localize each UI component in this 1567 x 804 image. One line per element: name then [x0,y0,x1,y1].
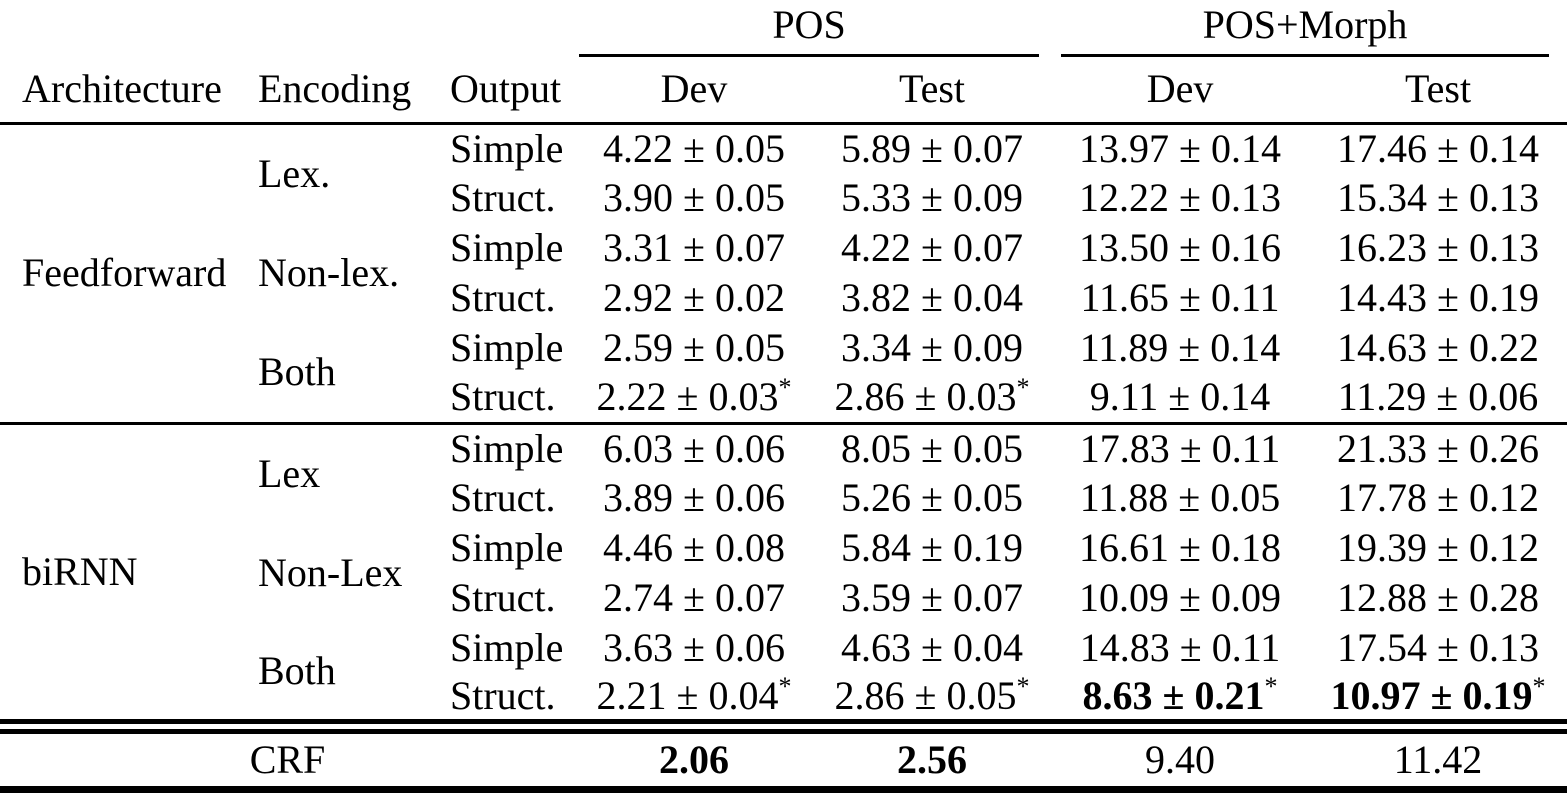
value-cell [1309,523,1567,573]
significance-star: * [778,672,792,701]
value-cell [575,423,813,473]
value-cell [1309,727,1567,790]
value: 17.78 ± 0.12 [1337,475,1539,520]
value: 2.21 ± 0.04 [596,673,779,718]
value: 2.06 [659,737,729,782]
value-cell [813,123,1051,173]
value-cell [813,523,1051,573]
value-cell [1051,223,1309,273]
value: 8.05 ± 0.05 [841,425,1023,471]
value: 19.39 ± 0.12 [1337,525,1539,570]
encoding-cell: Both [258,349,336,395]
value: 5.26 ± 0.05 [841,475,1023,520]
value: 9.11 ± 0.14 [1089,374,1271,420]
feedforward-block [0,123,1567,423]
value: 14.63 ± 0.22 [1337,325,1539,370]
value: 14.43 ± 0.19 [1337,275,1539,320]
significance-star: * [1016,373,1030,403]
output-cell: Struct. [450,575,556,620]
header-spacer [0,0,575,57]
value-cell [813,623,1051,673]
value-cell [1309,123,1567,173]
output-cell: Struct. [450,475,556,520]
group-header-pos [575,0,1051,57]
value: 15.34 ± 0.13 [1337,175,1539,220]
value-cell [813,223,1051,273]
value-cell [1051,473,1309,523]
crf-baseline-block [0,727,1567,790]
value-cell [1309,623,1567,673]
value-cell [1309,673,1567,727]
value: 17.83 ± 0.11 [1079,425,1281,471]
value: 17.46 ± 0.14 [1337,125,1539,171]
column-header-row [0,57,1567,123]
value: 3.63 ± 0.06 [603,625,785,670]
value: 8.63 ± 0.21 [1082,673,1265,718]
output-cell: Simple [450,225,564,270]
output-cell: Simple [450,125,564,171]
significance-star: * [1532,672,1546,701]
value-cell [575,173,813,223]
value: 16.23 ± 0.13 [1337,225,1539,270]
table-row [0,123,1567,173]
value: 2.22 ± 0.03 [596,374,779,420]
value: 3.59 ± 0.07 [841,575,1023,620]
value: 14.83 ± 0.11 [1079,625,1281,670]
value: 2.74 ± 0.07 [603,575,785,620]
birnn-block [0,423,1567,727]
value-cell [575,123,813,173]
value: 12.22 ± 0.13 [1079,175,1281,220]
value-cell [1051,623,1309,673]
group-header-row [0,0,1567,57]
value-cell [813,323,1051,373]
value-cell [1051,673,1309,727]
value-cell [575,273,813,323]
value: 2.86 ± 0.03 [834,374,1017,420]
column-header-morph-test: Test [1309,57,1567,123]
value: 21.33 ± 0.26 [1337,425,1539,471]
value: 2.92 ± 0.02 [603,275,785,320]
encoding-cell: Both [258,648,336,693]
value-cell [575,573,813,623]
value: 3.82 ± 0.04 [841,275,1023,320]
value-cell [813,423,1051,473]
group-header-pos-morph [1051,0,1567,57]
output-cell: Struct. [450,673,556,718]
value-cell [1051,173,1309,223]
value-cell [575,323,813,373]
value: 11.88 ± 0.05 [1079,475,1281,520]
crf-row [0,727,1567,790]
architecture-cell: biRNN [0,423,240,727]
value: 5.89 ± 0.07 [841,125,1023,171]
value-cell [575,223,813,273]
value-cell [813,573,1051,623]
value-cell [1051,423,1309,473]
output-cell: Struct. [450,275,556,320]
value-cell [575,473,813,523]
table-row [0,423,1567,473]
value-cell [1309,223,1567,273]
value-cell [1051,123,1309,173]
value: 13.50 ± 0.16 [1079,225,1281,270]
value: 4.22 ± 0.07 [841,225,1023,270]
encoding-cell: Lex [240,423,440,523]
value-cell [813,273,1051,323]
value-cell [1309,473,1567,523]
value: 11.42 [1393,737,1483,782]
value-cell [813,727,1051,790]
value: 11.65 ± 0.11 [1080,275,1280,320]
column-header-pos-test: Test [813,57,1051,123]
value: 6.03 ± 0.06 [603,425,785,471]
value-cell [1309,373,1567,423]
value: 11.89 ± 0.14 [1079,325,1281,370]
value: 13.97 ± 0.14 [1079,125,1281,171]
value: 3.34 ± 0.09 [841,325,1023,370]
column-header-pos-dev: Dev [575,57,813,123]
significance-star: * [1016,672,1030,701]
group-header-pos-morph-label: POS+Morph [1061,0,1549,57]
value-cell [575,673,813,727]
value: 3.31 ± 0.07 [603,225,785,270]
value-cell [1051,573,1309,623]
significance-star: * [778,373,792,403]
value: 2.59 ± 0.05 [603,325,785,370]
value: 4.46 ± 0.08 [603,525,785,570]
value-cell [1309,323,1567,373]
crf-label-cell: CRF [0,727,575,790]
value: 2.86 ± 0.05 [834,673,1017,718]
output-cell: Simple [450,625,564,670]
value: 3.90 ± 0.05 [603,175,785,220]
value: 11.29 ± 0.06 [1337,374,1539,420]
value: 3.89 ± 0.06 [603,475,785,520]
value-cell [1309,573,1567,623]
value-cell [1051,273,1309,323]
value: 5.84 ± 0.19 [841,525,1023,570]
architecture-cell: Feedforward [22,250,227,295]
significance-star: * [1264,672,1278,701]
value-cell [575,373,813,423]
encoding-cell: Non-lex. [258,250,400,295]
value: 2.56 [897,737,967,782]
encoding-cell: Lex. [258,150,331,196]
value: 4.22 ± 0.05 [603,125,785,171]
output-cell: Struct. [450,175,556,220]
value-cell [1309,173,1567,223]
output-cell: Simple [450,325,564,370]
value-cell [813,373,1051,423]
group-header-pos-label: POS [579,0,1039,57]
output-cell: Simple [440,423,575,473]
value-cell [1051,727,1309,790]
value-cell [1051,323,1309,373]
value: 4.63 ± 0.04 [841,625,1023,670]
value-cell [575,523,813,573]
column-header-encoding: Encoding [240,57,440,123]
value-cell [1051,523,1309,573]
value: 10.09 ± 0.09 [1079,575,1281,620]
value-cell [1051,373,1309,423]
column-header-architecture: Architecture [0,57,240,123]
output-cell: Simple [450,525,564,570]
output-cell: Struct. [450,374,556,420]
value: 10.97 ± 0.19 [1330,673,1533,718]
value: 5.33 ± 0.09 [841,175,1023,220]
value-cell [1309,423,1567,473]
column-header-output: Output [440,57,575,123]
value: 12.88 ± 0.28 [1337,575,1539,620]
value-cell [813,673,1051,727]
value-cell [575,727,813,790]
column-header-morph-dev: Dev [1051,57,1309,123]
value: 16.61 ± 0.18 [1079,525,1281,570]
table-header [0,0,1567,123]
value-cell [1309,273,1567,323]
value: 17.54 ± 0.13 [1337,625,1539,670]
value-cell [813,173,1051,223]
value: 9.40 [1145,737,1216,782]
value-cell [813,473,1051,523]
value-cell [575,623,813,673]
encoding-cell: Non-Lex [258,550,403,595]
